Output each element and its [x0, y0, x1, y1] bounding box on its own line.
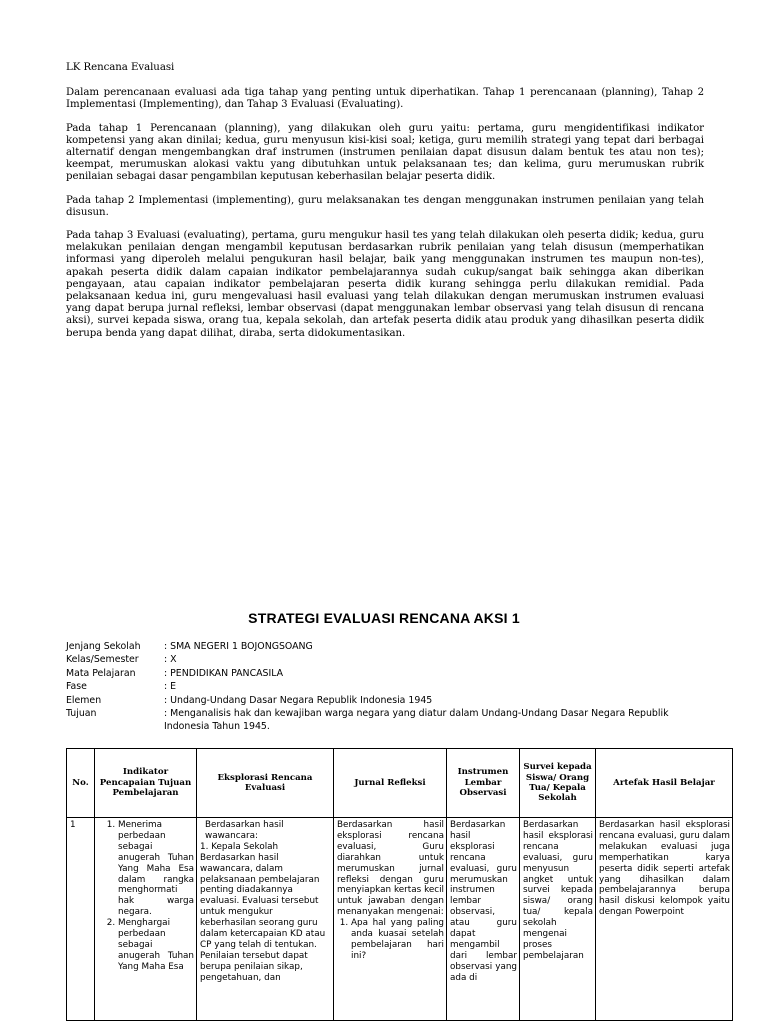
meta-value: : Undang-Undang Dasar Negara Republik Indonesia 1945: [164, 694, 433, 706]
meta-value: : X: [164, 654, 177, 666]
jurnal-body: Berdasarkan hasil eksplorasi rencana evaluasi, Guru diarahkan untuk merumuskan jurnal refleksi dengan guru menyiapkan kertas kecil untuk jawaban dengan menanyakan mengenai:: [337, 820, 444, 918]
meta-row-kelas: [66, 653, 716, 666]
list-item: 1. Menerima perbedaan sebagai anugerah Tuhan Yang Maha Esa dalam rangka menghormati hak warga negara.: [118, 820, 194, 918]
meta-value: : SMA NEGERI 1 BOJONGSOANG: [164, 641, 313, 652]
header-artefak: Artefak Hasil Belajar: [596, 749, 733, 818]
cell-observasi: Berdasarkan hasil eksplorasi rencana evaluasi, guru merumuskan instrumen lembar observasi, atau guru dapat mengambil dari lembar observasi yang ada di: [447, 818, 520, 1021]
meta-row-mapel: [66, 667, 716, 680]
lk-section: [66, 62, 704, 351]
lk-paragraph-tahap-3: Pada tahap 3 Evaluasi (evaluating), pertama, guru mengukur hasil tes yang telah dilakukan oleh peserta didik; kedua, guru melakukan penilaian dengan mengambil keputusan berdasarkan rubrik penilaian yang telah disusun (memperhatikan informasi yang diperoleh melalui pengukuran hasil belajar, baik yang menggunakan instrumen tes maupun non-tes), apakah peserta didik dalam capaian indikator pembelajarannya sudah cukup/sangat baik sehingga akan diberikan pengayaan, atau capaian indikator pembelajaran peserta didik kurang sehingga perlu dilakukan remidial. Pada pelaksanaan kedua ini, guru mengevaluasi hasil evaluasi yang telah dilakukan dengan merumuskan instrumen evaluasi yang dapat berupa jurnal refleksi, lembar observasi (dapat menggunakan lembar observasi yang telah disusun di rencana aksi), survei kepada siswa, orang tua, kepala sekolah, dan artefak peserta didik atau produk yang dihasilkan peserta didik berupa benda yang dapat dilihat, diraba, serta didokumentasikan.: [66, 230, 704, 339]
table-row: [67, 818, 733, 1021]
meta-label: Mata Pelajaran: [66, 667, 136, 679]
cell-no: 1: [67, 818, 95, 1021]
meta-label: Elemen: [66, 694, 102, 706]
meta-row-tujuan: [66, 707, 716, 734]
meta-row-elemen: [66, 694, 716, 707]
header-indikator: Indikator Pencapaian Tujuan Pembelajaran: [95, 749, 197, 818]
lk-paragraph-intro: Dalam perencanaan evaluasi ada tiga tahap yang penting untuk diperhatikan. Tahap 1 perencanaan (planning), Tahap 2 Implementasi (Implementing), dan Tahap 3 Evaluasi (Evaluating).: [66, 87, 704, 111]
cell-survei: Berdasarkan hasil eksplorasi rencana evaluasi, guru menyusun angket untuk survei kepada siswa/ orang tua/ kepala sekolah mengenai proses pembelajaran: [520, 818, 596, 1021]
evaluation-table: [66, 748, 733, 1021]
strategi-title: STRATEGI EVALUASI RENCANA AKSI 1: [248, 610, 520, 626]
list-item: 1. Apa hal yang paling anda kuasai setelah pembelajaran hari ini?: [351, 918, 444, 962]
eksplorasi-intro: Berdasarkan hasil wawancara:: [205, 820, 284, 841]
eksplorasi-body: Berdasarkan hasil wawancara, dalam pelaksanaan pembelajaran penting diadakannya evaluasi. Evaluasi tersebut untuk mengukur keberhasilan seorang guru dalam ketercapaian KD atau CP yang telah di tentukan. Penilaian tersebut dapat berupa penilaian sikap, pengetahuan, dan: [200, 852, 326, 983]
cell-jurnal: [334, 818, 447, 1021]
meta-value: : PENDIDIKAN PANCASILA: [164, 667, 284, 679]
jurnal-list: [337, 918, 444, 962]
strategi-meta: [66, 640, 716, 734]
header-jurnal: Jurnal Refleksi: [334, 749, 447, 818]
meta-label: Jenjang Sekolah: [66, 641, 141, 652]
cell-artefak: Berdasarkan hasil eksplorasi rencana evaluasi, guru dalam melakukan evaluasi juga memperhatikan karya peserta didik seperti artefak yang dihasilkan dalam pembelajarannya berupa hasil diskusi kelompok yaitu dengan Powerpoint: [596, 818, 733, 1021]
meta-label: Fase: [66, 681, 87, 693]
cell-eksplorasi: [197, 818, 334, 1021]
meta-value: : Menganalisis hak dan kewajiban warga negara yang diatur dalam Undang-Undang Dasar Negara Republik Indonesia Tahun 1945.: [164, 708, 669, 733]
header-no: No.: [67, 749, 95, 818]
list-item: 2. Menghargai perbedaan sebagai anugerah Tuhan Yang Maha Esa: [118, 918, 194, 973]
header-survei: Survei kepada Siswa/ Orang Tua/ Kepala Sekolah: [520, 749, 596, 818]
meta-value: : E: [164, 681, 177, 693]
meta-row-fase: [66, 680, 716, 693]
indikator-list: [98, 820, 194, 973]
meta-label: Kelas/Semester: [66, 654, 139, 666]
table-header-row: [67, 749, 733, 818]
meta-label: Tujuan: [66, 708, 97, 720]
eksplorasi-item: 1. Kepala Sekolah: [200, 841, 279, 852]
cell-indikator: [95, 818, 197, 1021]
header-eksplorasi: Eksplorasi Rencana Evaluasi: [197, 749, 334, 818]
lk-paragraph-tahap-2: Pada tahap 2 Implementasi (implementing), guru melaksanakan tes dengan menggunakan instrumen penilaian yang telah disusun.: [66, 194, 704, 218]
lk-paragraph-tahap-1: Pada tahap 1 Perencanaan (planning), yang dilakukan oleh guru yaitu: pertama, guru mengidentifikasi indikator kompetensi yang akan dinilai; kedua, guru menyusun kisi-kisi soal; ketiga, guru memilih strategi yang tepat dari berbagai alternatif dengan mengembangkan draf instrumen (instrumen penilaian dapat disusun dalam bentuk tes atau non tes); keempat, merumuskan alokasi vaktu yang dibutuhkan untuk pelaksanaan tes; dan kelima, guru merumuskan rubrik penilaian sebagai dasar pengambilan keputusan keberhasilan belajar peserta didik.: [66, 122, 704, 183]
lk-title: LK Rencana Evaluasi: [66, 62, 175, 73]
meta-row-jenjang: [66, 640, 716, 653]
header-observasi: Instrumen Lembar Observasi: [447, 749, 520, 818]
